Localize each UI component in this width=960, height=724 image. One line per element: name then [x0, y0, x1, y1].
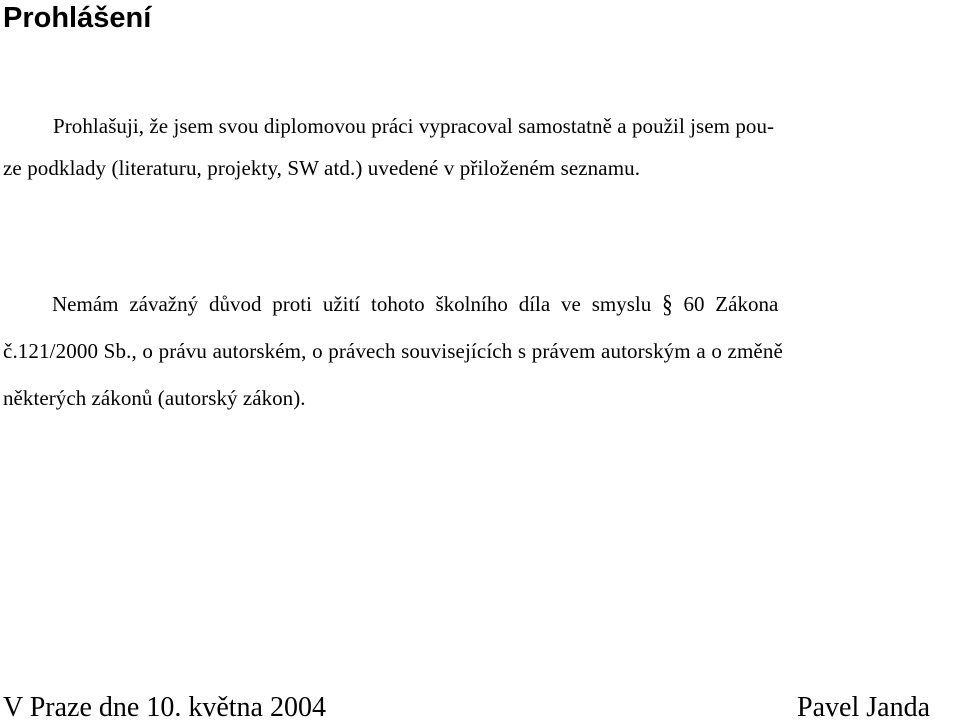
paragraph-line: některých zákonů (autorský zákon).: [3, 386, 306, 410]
paragraph-line: ze podklady (literaturu, projekty, SW atd.) uvedené v přiloženém seznamu.: [3, 156, 641, 180]
paragraph-line-text: Nemám závažný důvod proti užití tohoto školního díla ve smyslu: [52, 292, 652, 316]
paragraph-line-text: 60 Zákona: [683, 292, 779, 316]
signature-name: Pavel Janda: [797, 692, 930, 723]
declaration-paragraph-authorship: [3, 113, 953, 197]
place-and-date: V Praze dne 10. května 2004: [3, 692, 326, 723]
paragraph-line: č.121/2000 Sb., o právu autorském, o právech souvisejících s právem autorským a o změně: [3, 339, 783, 363]
declaration-paragraph-copyright: [3, 291, 953, 432]
page-title: Prohlášení: [3, 2, 152, 34]
paragraph-line: Prohlašuji, že jsem svou diplomovou práci vypracoval samostatně a použil jsem pou-: [53, 114, 775, 138]
section-sign: §: [662, 289, 673, 319]
paragraph-line: [3, 291, 953, 338]
